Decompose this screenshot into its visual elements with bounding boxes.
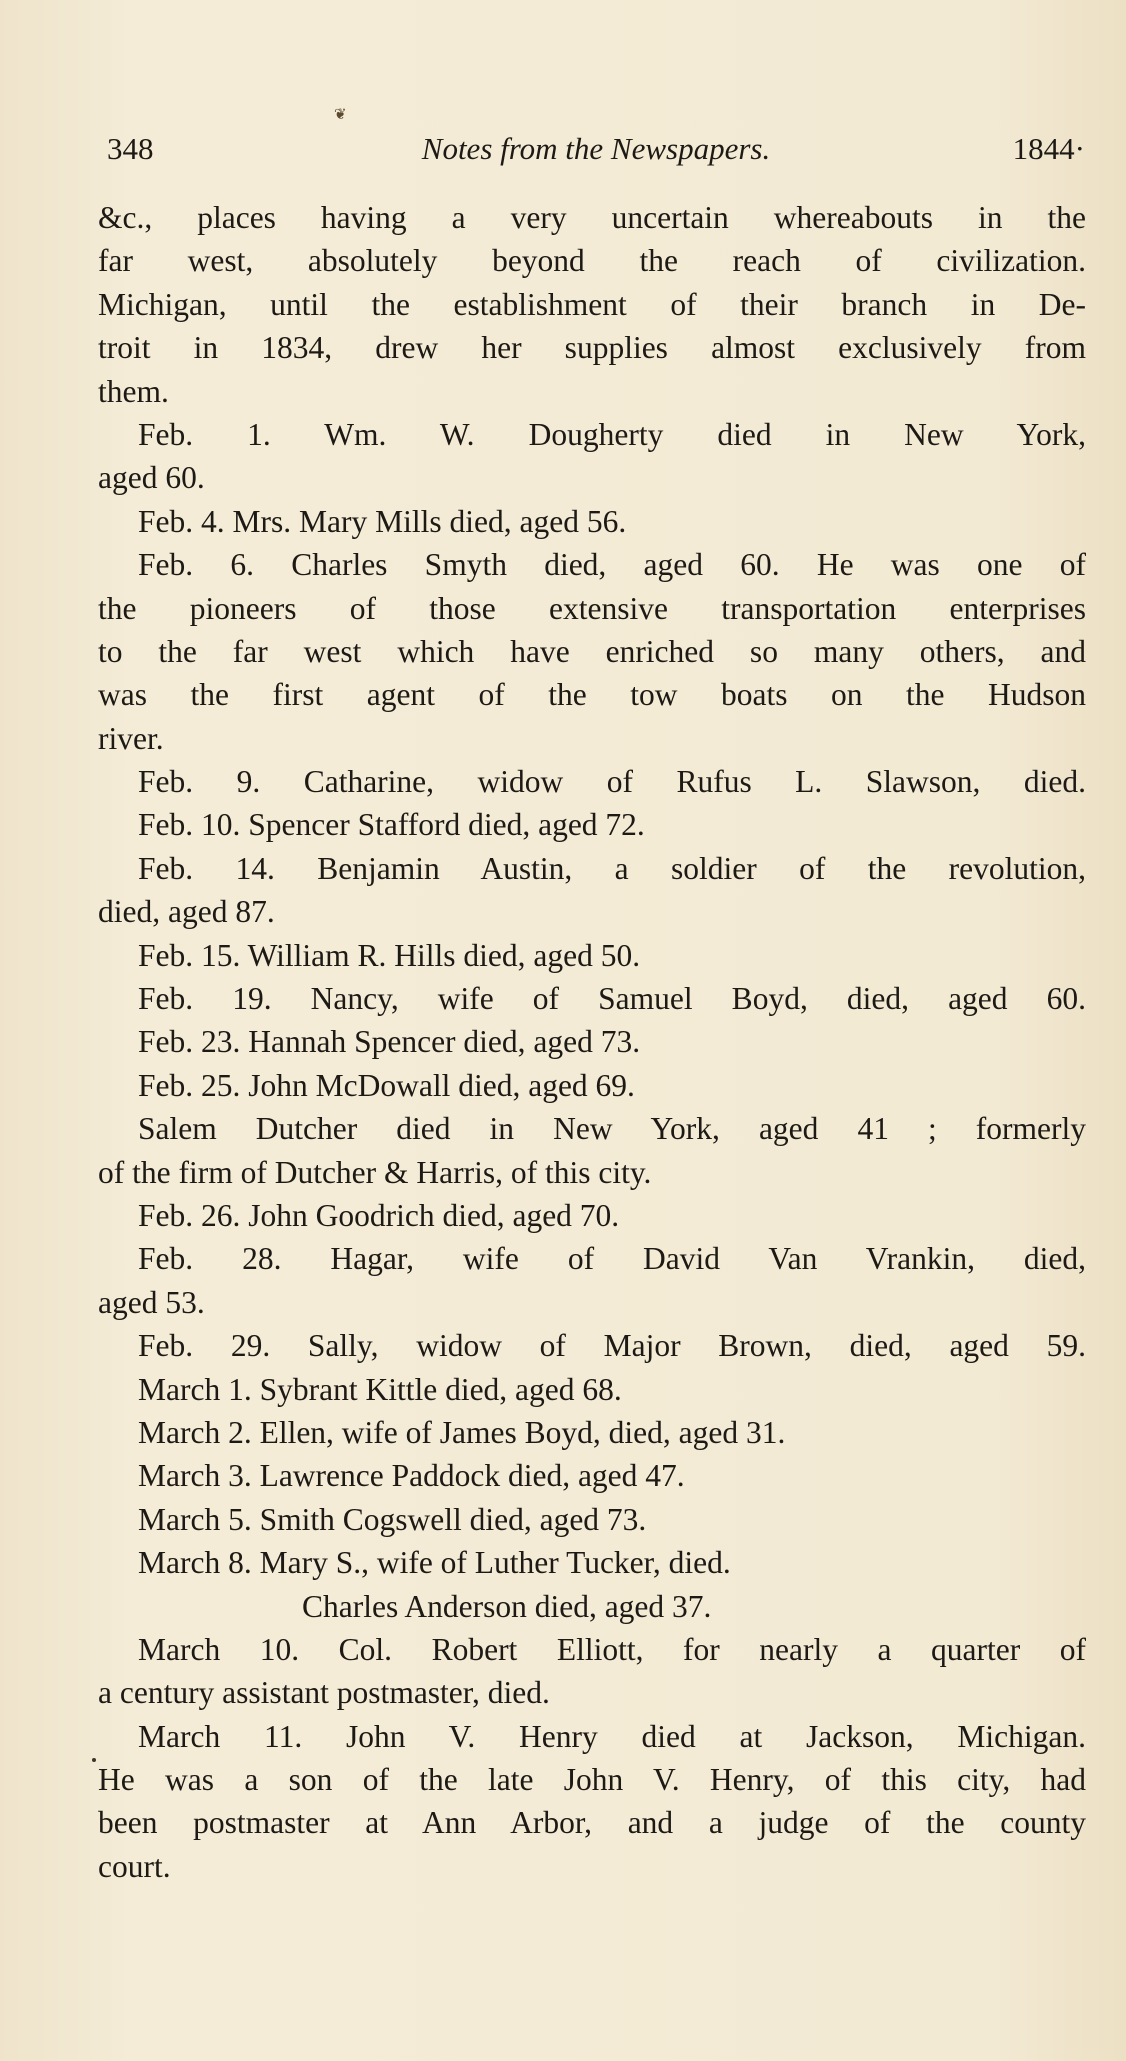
entry-line: Feb. 19. Nancy, wife of Samuel Boyd, died, aged 60.	[138, 981, 1086, 1017]
text-line: been postmaster at Ann Arbor, and a judge of the county	[98, 1805, 1086, 1841]
entry-line: Feb. 4. Mrs. Mary Mills died, aged 56.	[138, 503, 627, 539]
text-line: troit in 1834, drew her supplies almost exclusively from	[98, 330, 1086, 366]
entry-line: Salem Dutcher died in New York, aged 41 ; formerly	[138, 1111, 1086, 1147]
entry-line: March 3. Lawrence Paddock died, aged 47.	[138, 1458, 685, 1494]
text-line: far west, absolutely beyond the reach of civilization.	[98, 243, 1086, 279]
entry-line: March 8. Mary S., wife of Luther Tucker, died.	[138, 1545, 731, 1581]
text-line: &c., places having a very uncertain whereabouts in the	[98, 200, 1086, 235]
entry-line: March 2. Ellen, wife of James Boyd, died, aged 31.	[138, 1414, 786, 1450]
text-line: Michigan, until the establishment of their branch in De-	[98, 286, 1086, 322]
entry-line: Feb. 6. Charles Smyth died, aged 60. He was one of	[138, 547, 1086, 583]
text-line: a century assistant postmaster, died.	[98, 1675, 550, 1711]
entry-line: Feb. 15. William R. Hills died, aged 50.	[138, 937, 641, 973]
running-head	[107, 124, 1085, 174]
entry-line: Feb. 26. John Goodrich died, aged 70.	[138, 1197, 620, 1233]
running-year: 1844·	[1012, 131, 1085, 166]
entry-line: Feb. 23. Hannah Spencer died, aged 73.	[138, 1024, 641, 1060]
margin-dot	[92, 1758, 96, 1762]
entry-line: Feb. 1. Wm. W. Dougherty died in New York,	[138, 416, 1086, 452]
text-line: the pioneers of those extensive transportation enterprises	[98, 590, 1086, 626]
entry-line: March 5. Smith Cogswell died, aged 73.	[138, 1501, 647, 1537]
entry-line: Feb. 14. Benjamin Austin, a soldier of the revolution,	[138, 850, 1086, 886]
text-line: them.	[98, 373, 169, 409]
entry-line: March 11. John V. Henry died at Jackson, Michigan.	[138, 1718, 1086, 1754]
text-line: died, aged 87.	[98, 894, 275, 930]
entry-line: March 1. Sybrant Kittle died, aged 68.	[138, 1371, 622, 1407]
text-line: was the first agent of the tow boats on the Hudson	[98, 677, 1086, 713]
running-title: Notes from the Newspapers.	[421, 131, 771, 166]
text-line: aged 60.	[98, 460, 205, 496]
body-text	[98, 196, 1086, 1888]
printer-ornament-icon: ❦	[334, 107, 347, 123]
text-line: court.	[98, 1848, 171, 1884]
entry-line: March 10. Col. Robert Elliott, for nearly a quarter of	[138, 1631, 1086, 1667]
entry-line: Charles Anderson died, aged 37.	[302, 1588, 712, 1624]
text-line: to the far west which have enriched so many others, and	[98, 633, 1086, 669]
entry-line: Feb. 29. Sally, widow of Major Brown, died, aged 59.	[138, 1328, 1086, 1364]
entry-line: Feb. 28. Hagar, wife of David Van Vrankin, died,	[138, 1241, 1086, 1277]
text-line: He was a son of the late John V. Henry, of this city, had	[98, 1762, 1086, 1798]
entry-line: Feb. 9. Catharine, widow of Rufus L. Slawson, died.	[138, 764, 1086, 800]
text-line: of the firm of Dutcher & Harris, of this city.	[98, 1154, 652, 1190]
page-number: 348	[107, 131, 154, 166]
text-line: aged 53.	[98, 1284, 205, 1320]
text-line: river.	[98, 720, 164, 756]
entry-line: Feb. 25. John McDowall died, aged 69.	[138, 1067, 635, 1103]
entry-line: Feb. 10. Spencer Stafford died, aged 72.	[138, 807, 645, 843]
